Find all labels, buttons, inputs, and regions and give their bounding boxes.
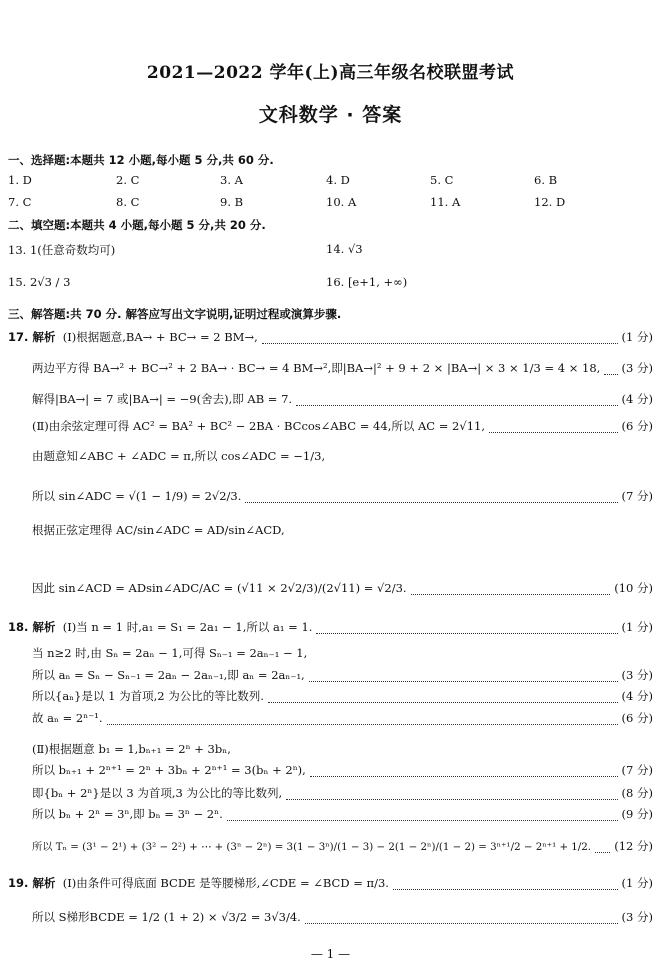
leader-dots [286,785,618,800]
section2-heading: 二、填空题:本题共 4 小题,每小题 5 分,共 20 分. [8,218,266,232]
solution-text [32,391,292,407]
choice-answer-2: 2. C [116,173,140,187]
choice-answer-11: 11. A [430,195,461,209]
solution-text [32,710,103,726]
score-points: (1 分) [621,876,653,890]
leader-dots [296,391,618,406]
solution-body: 根据正弦定理得 AC/sin∠ADC = AD/sin∠ACD, [32,523,285,537]
problem-label: 18. 解析 [8,620,56,634]
choice-answer-8: 8. C [116,195,140,209]
choice-answer-7: 7. C [8,195,32,209]
score-points: (9 分) [621,807,653,821]
score-points: (4 分) [621,392,653,406]
choice-answer-6: 6. B [534,173,558,187]
solution-body: 当 n≥2 时,由 Sₙ = 2aₙ − 1,可得 Sₙ₋₁ = 2aₙ₋₁ − 1, [32,646,308,660]
choice-answer-4: 4. D [326,173,350,187]
solution-text [32,645,307,661]
solution-body: 由题意知∠ABC + ∠ADC = π,所以 cos∠ADC = −1/3, [32,449,326,463]
problem-label: 19. 解析 [8,876,56,890]
score-points: (3 分) [621,910,653,924]
solution-text [32,448,325,464]
exam-subtitle: 文科数学 · 答案 [258,104,403,126]
solution-body: 即{bₙ + 2ⁿ}是以 3 为首项,3 为公比的等比数列, [32,786,283,800]
solution-text [32,806,223,822]
fill-answer-16: 16. [e+1, +∞) [326,275,408,289]
fill-answer-13: 13. 1(任意奇数均可) [8,243,116,257]
leader-dots [411,580,610,595]
solution-text [32,688,264,704]
solution-text [8,329,258,345]
score-points: (8 分) [621,786,653,800]
solution-body: 所以 sin∠ADC = √(1 − 1/9) = 2√2/3. [32,489,242,503]
solution-text [8,875,389,891]
score-points: (7 分) [621,489,653,503]
leader-dots [595,838,610,853]
section3-heading: 三、解答题:共 70 分. 解答应写出文字说明,证明过程或演算步骤. [8,307,342,321]
leader-dots [316,619,618,634]
solution-text [32,909,301,925]
solution-body: (Ⅰ)当 n = 1 时,a₁ = S₁ = 2a₁ − 1,所以 a₁ = 1. [62,620,313,634]
solution-body: 解得|BA→| = 7 或|BA→| = −9(舍去),即 AB = 7. [32,392,293,406]
leader-dots [489,418,618,433]
score-points: (10 分) [614,581,653,595]
leader-dots [262,329,618,344]
solution-body: 所以 aₙ = Sₙ − Sₙ₋₁ = 2aₙ − 2aₙ₋₁,即 aₙ = 2aₙ₋₁, [32,668,305,682]
solution-text [32,488,241,504]
score-points: (1 分) [621,620,653,634]
solution-body: 因此 sin∠ACD = ADsin∠ADC/AC = (√11 × 2√2/3)/(2√11) = √2/3. [32,581,407,595]
score-points: (7 分) [621,763,653,777]
solution-text [32,418,485,434]
score-points: (4 分) [621,689,653,703]
choice-answer-3: 3. A [220,173,243,187]
solution-body: 所以 bₙ + 2ⁿ = 3ⁿ,即 bₙ = 3ⁿ − 2ⁿ. [32,807,223,821]
solution-body: (Ⅱ)根据题意 b₁ = 1,bₙ₊₁ = 2ⁿ + 3bₙ, [32,742,231,756]
solution-body: 所以 S梯形BCDE = 1/2 (1 + 2) × √3/2 = 3√3/4. [32,910,301,924]
leader-dots [393,875,618,890]
score-points: (3 分) [621,361,653,375]
solution-body: 所以 bₙ₊₁ + 2ⁿ⁺¹ = 2ⁿ + 3bₙ + 2ⁿ⁺¹ = 3(bₙ + 2ⁿ), [32,763,306,777]
solution-text [32,667,305,683]
leader-dots [305,909,618,924]
section1-heading: 一、选择题:本题共 12 小题,每小题 5 分,共 60 分. [8,153,274,167]
score-points: (6 分) [621,711,653,725]
choice-answer-10: 10. A [326,195,357,209]
choice-answer-5: 5. C [430,173,454,187]
solution-text [32,580,407,596]
leader-dots [268,688,618,703]
score-points: (3 分) [621,668,653,682]
solution-text [32,360,600,376]
score-points: (1 分) [621,330,653,344]
solution-text [32,785,282,801]
fill-answer-15: 15. 2√3 / 3 [8,275,71,289]
exam-title: 2021—2022 学年(上)高三年级名校联盟考试 [146,63,515,83]
score-points: (12 分) [614,839,653,853]
solution-body: 两边平方得 BA→² + BC→² + 2 BA→ · BC→ = 4 BM→²,即|BA→|² + 9 + 2 × |BA→| × 3 × 1/3 = 4 × 18, [32,361,601,375]
solution-text [32,762,306,778]
solution-body: 故 aₙ = 2ⁿ⁻¹. [32,711,103,725]
solution-text [32,522,285,538]
choice-answer-1: 1. D [8,173,32,187]
solution-text [32,838,591,853]
leader-dots [604,360,618,375]
solution-body: (Ⅰ)根据题意,BA→ + BC→ = 2 BM→, [62,330,258,344]
solution-text [8,619,312,635]
choice-answer-12: 12. D [534,195,566,209]
solution-text [32,741,231,757]
solution-body: 所以{aₙ}是以 1 为首项,2 为公比的等比数列. [32,689,264,703]
leader-dots [310,762,618,777]
choice-answer-9: 9. B [220,195,244,209]
problem-label: 17. 解析 [8,330,56,344]
solution-body: (Ⅰ)由条件可得底面 BCDE 是等腰梯形,∠CDE = ∠BCD = π/3. [62,876,389,890]
solution-body: 所以 Tₙ = (3¹ − 2¹) + (3² − 2²) + ⋯ + (3ⁿ − 2ⁿ) = 3(1 − 3ⁿ)/(1 − 3) − 2(1 − 2ⁿ)/(1 − 2) = 3ⁿ⁺¹/2 − 2ⁿ⁺¹ + 1/2. [32,841,592,853]
leader-dots [309,667,618,682]
leader-dots [227,806,618,821]
solution-body: (Ⅱ)由余弦定理可得 AC² = BA² + BC² − 2BA · BCcos∠ABC = 44,所以 AC = 2√11, [32,419,485,433]
fill-answer-14: 14. √3 [326,242,363,256]
leader-dots [245,488,618,503]
score-points: (6 分) [621,419,653,433]
page-number: — 1 — [310,947,351,961]
leader-dots [107,710,618,725]
